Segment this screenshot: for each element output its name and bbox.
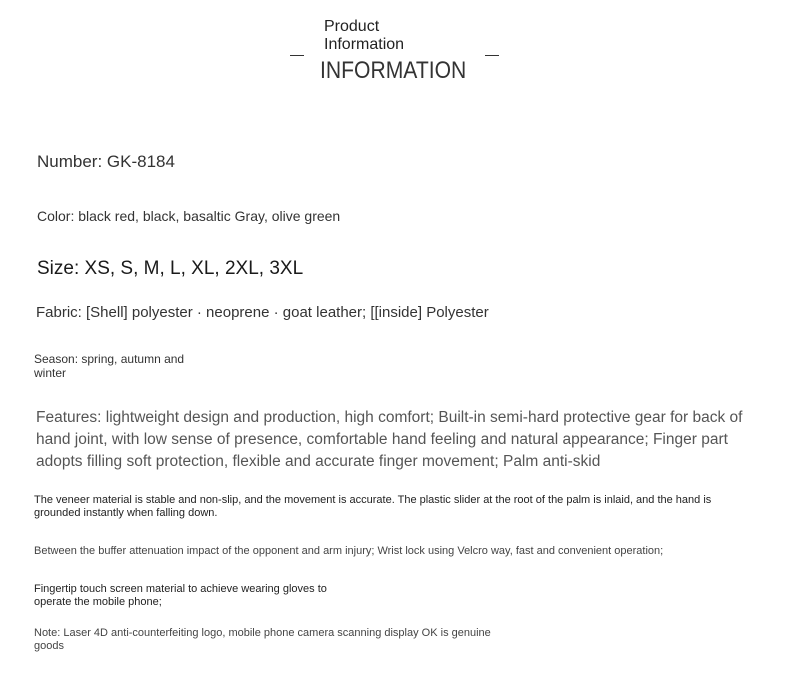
- buffer-description: Between the buffer attenuation impact of the opponent and arm injury; Wrist lock using Velcro way, fast and convenient operation;: [34, 545, 664, 557]
- veneer-description: The veneer material is stable and non-slip, and the movement is accurate. The plastic slider at the root of the palm is inlaid, and the hand is grounded instantly when falling down.: [34, 494, 712, 519]
- product-number: Number: GK-8184: [37, 152, 175, 171]
- authenticity-note: Note: Laser 4D anti-counterfeiting logo, mobile phone camera scanning display OK is genuine goods: [34, 627, 491, 652]
- header-title: INFORMATION: [320, 57, 467, 84]
- left-dash-decoration: [290, 55, 304, 56]
- product-season: Season: spring, autumn and winter: [34, 352, 185, 380]
- product-fabric: Fabric: [Shell] polyester · neoprene · goat leather; [[inside] Polyester: [36, 304, 489, 321]
- fingertip-description: Fingertip touch screen material to achieve wearing gloves to operate the mobile phone;: [34, 583, 327, 608]
- product-features: Features: lightweight design and production, high comfort; Built-in semi-hard protective gear for back of hand joint, with low sense of presence, comfortable hand feeling and natural appearance; Finger part adopts filling soft protection, flexible and accurate finger movement; Palm anti-skid: [36, 409, 743, 470]
- right-dash-decoration: [485, 55, 499, 56]
- page-header: [0, 0, 790, 100]
- product-color: Color: black red, black, basaltic Gray, olive green: [37, 208, 341, 224]
- product-size: Size: XS, S, M, L, XL, 2XL, 3XL: [37, 258, 304, 279]
- header-subtitle: Product Information: [324, 18, 405, 53]
